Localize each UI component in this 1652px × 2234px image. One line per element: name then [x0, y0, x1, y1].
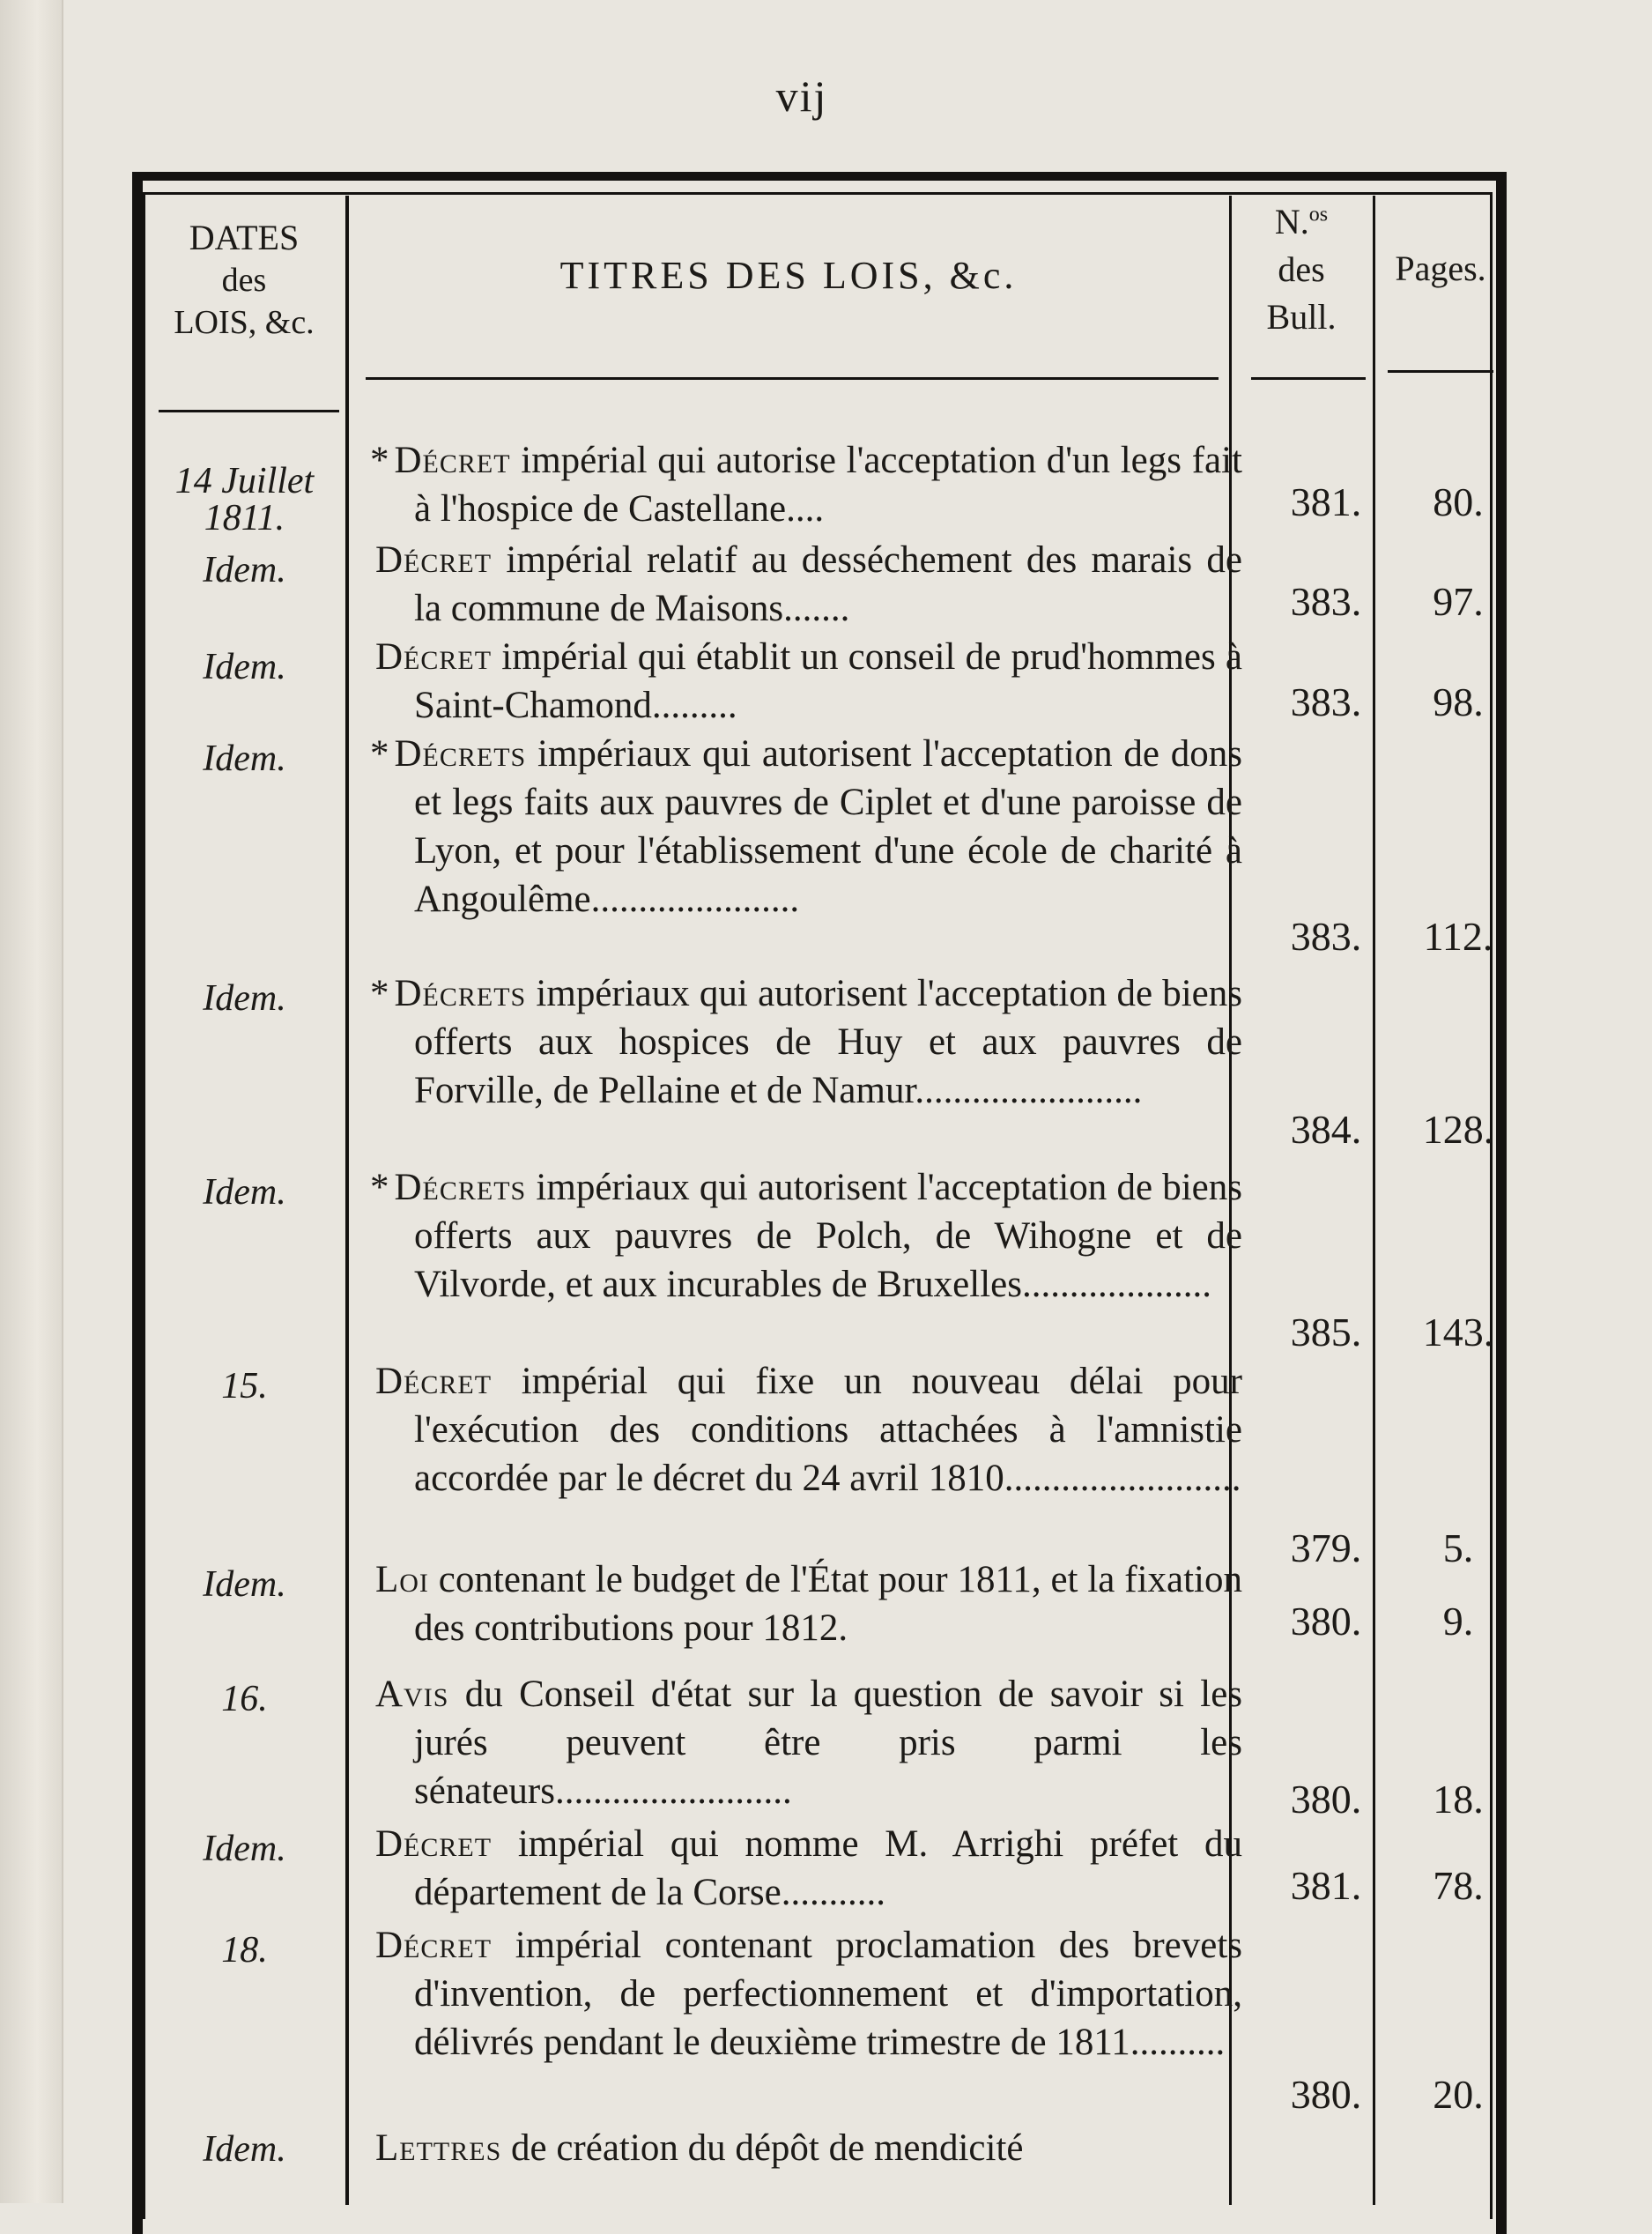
header-rule-dates [159, 410, 339, 412]
entry-lead-word: Décrets [394, 1167, 527, 1208]
entry-lead-word: Décret [375, 1823, 493, 1865]
entry-date: 18. [221, 1930, 268, 1971]
entry-bulletin-number: 381. [1290, 1863, 1362, 1908]
star-marker: * [370, 1167, 389, 1208]
entry-text: impériaux qui autorisent l'acceptation de dons et legs faits aux pauvres de Ciplet et d'une paroisse de Lyon, et pour l'établissement d'une école de charité à Angoulême...................... [414, 733, 1243, 920]
entry-date: 16. [221, 1679, 268, 1719]
entry-text: contenant le budget de l'État pour 1811, et la fixation des contributions pour 1812. [414, 1559, 1242, 1649]
entry-bulletin-number: 379. [1290, 1525, 1362, 1570]
entry-title [370, 536, 1242, 633]
entry-text: impérial qui autorise l'acceptation d'un legs fait à l'hospice de Castellane.... [414, 440, 1242, 530]
entry-lead-word: Avis [375, 1674, 449, 1715]
entry-text: impérial qui nomme M. Arrighi préfet du département de la Corse........... [414, 1823, 1243, 1913]
entry-page-number: 143. [1422, 1310, 1494, 1355]
entry-bulletin-number: 380. [1290, 1599, 1362, 1644]
entry-date: 15. [221, 1366, 268, 1406]
bull-header-superscript: os [1308, 203, 1329, 226]
entry-lead-word: Décret [375, 1925, 493, 1966]
entry-date: Idem. [203, 1172, 286, 1213]
adjacent-page-edge [0, 0, 63, 2203]
entry-lead-word: Décrets [394, 733, 527, 775]
entry-bulletin-number: 380. [1290, 2072, 1362, 2117]
entry-text: impériaux qui autorisent l'acceptation de biens offerts aux pauvres de Polch, de Wihogne et de Vilvorde, et aux incurables de Bruxelles.................... [414, 1167, 1243, 1305]
entry-bulletin-number: 384. [1290, 1107, 1362, 1152]
bull-header-line1: N. [1274, 202, 1309, 241]
entry-title [370, 1555, 1242, 1652]
entry-title [370, 1357, 1242, 1503]
entry-lead-word: Décret [375, 636, 493, 678]
entry-lead-word: Décret [375, 539, 493, 581]
dates-header-line1: DATES [189, 218, 300, 257]
entry-bulletin-number: 380. [1290, 1777, 1362, 1822]
star-marker: * [370, 440, 389, 481]
entry-text: du Conseil d'état sur la question de savoir si les jurés peuvent être pris parmi les sénateurs......................... [414, 1674, 1243, 1812]
entry-page-number: 78. [1433, 1863, 1484, 1908]
header-rule-bulletins [1251, 377, 1366, 380]
entry-text: impérial contenant proclamation des brevets d'invention, de perfectionnement et d'importation, délivrés pendant le deuxième trimestre de 1811.......... [414, 1925, 1243, 2063]
header-rule-titles [366, 377, 1219, 380]
entry-date: Idem. [203, 550, 286, 590]
entry-date: 14 Juillet 1811. [174, 461, 315, 538]
entry-lead-word: Décret [394, 440, 511, 481]
entry-text: de création du dépôt de mendicité [511, 2127, 1024, 2169]
bull-header-line2: des [1278, 249, 1325, 289]
entry-date: Idem. [203, 2129, 286, 2170]
entry-lead-word: Décret [375, 1361, 493, 1402]
entry-date: Idem. [203, 1829, 286, 1869]
entry-text: impérial relatif au desséchement des marais de la commune de Maisons....... [414, 539, 1243, 629]
star-marker: * [370, 973, 389, 1014]
entry-date: Idem. [203, 738, 286, 779]
entry-lead-word: Décrets [394, 973, 527, 1014]
entry-lead-word: Lettres [375, 2127, 502, 2169]
entry-page-number: 18. [1433, 1777, 1484, 1822]
entry-title [370, 1163, 1242, 1309]
entry-page-number: 5. [1442, 1525, 1474, 1570]
entry-page-number: 98. [1433, 679, 1484, 724]
column-header-pages: Pages. [1395, 249, 1486, 288]
entry-page-number: 9. [1442, 1599, 1474, 1644]
entry-page-number: 112. [1423, 914, 1493, 959]
entry-page-number: 97. [1433, 579, 1484, 624]
entry-title [370, 969, 1242, 1115]
entry-bulletin-number: 385. [1290, 1310, 1362, 1355]
column-header-bulletins [1235, 198, 1367, 341]
entry-title [370, 730, 1242, 924]
entry-date: Idem. [203, 647, 286, 687]
entry-bulletin-number: 383. [1290, 579, 1362, 624]
entry-text: impériaux qui autorisent l'acceptation de biens offerts aux hospices de Huy et aux pauvres de Forville, de Pellaine et de Namur........................ [414, 973, 1243, 1111]
entry-bulletin-number: 381. [1290, 479, 1362, 524]
entry-title [370, 1921, 1242, 2067]
dates-header-line3: LOIS, &c. [174, 303, 315, 341]
entry-title [370, 633, 1242, 730]
entry-lead-word: Loi [375, 1559, 429, 1600]
entry-page-number: 80. [1433, 479, 1484, 524]
entry-title [370, 2124, 1242, 2172]
entry-text: impérial qui établit un conseil de prud'hommes à Saint-Chamond......... [414, 636, 1242, 726]
entry-page-number: 128. [1422, 1107, 1494, 1152]
bull-header-line3: Bull. [1266, 297, 1337, 337]
column-header-titles: TITRES DES LOIS, &c. [559, 254, 1018, 297]
column-divider-dates [345, 196, 349, 2205]
entry-bulletin-number: 383. [1290, 914, 1362, 959]
star-marker: * [370, 733, 389, 775]
entry-date: Idem. [203, 978, 286, 1019]
column-header-dates [152, 216, 337, 344]
dates-header-line2: des [221, 262, 267, 299]
entry-text: impérial qui fixe un nouveau délai pour l'exécution des conditions attachées à l'amnistie accordée par le décret du 24 avril 1810......................... [414, 1361, 1242, 1499]
entry-bulletin-number: 383. [1290, 679, 1362, 724]
entry-page-number: 20. [1433, 2072, 1484, 2117]
entry-title [370, 1670, 1242, 1815]
entry-title [370, 436, 1242, 533]
page-number: vij [775, 71, 828, 121]
entry-date: Idem. [203, 1564, 286, 1605]
entry-title [370, 1820, 1242, 1917]
header-rule-pages [1388, 370, 1493, 373]
